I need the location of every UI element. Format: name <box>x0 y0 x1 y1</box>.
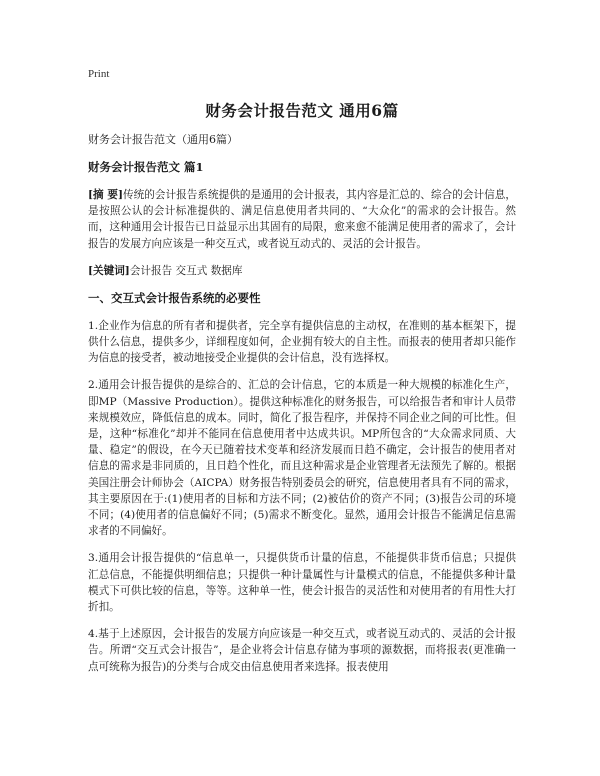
paragraph-1: 1.企业作为信息的所有者和提供者，完全享有提供信息的主动权，在准则的基本框架下，提供什么信息，提供多少，详细程度如何，企业拥有较大的自主性。而报表的使用者却只能作为信息的接受者，被动地接受企业提供的会计信息，没有选择权。 <box>88 319 516 365</box>
abstract-paragraph <box>88 187 516 252</box>
section-heading: 财务会计报告范文 篇1 <box>88 160 204 174</box>
keywords-label: [关键词] <box>88 264 130 277</box>
paragraph-3: 3.通用会计报告提供的“信息单一，只提供货币计量的信息，不能提供非货币信息；只提供汇总信息，不能提供明细信息；只提供一种计量属性与计量模式的信息，不能提供多种计量模式下可供比较的信息，等等。这种单一性，使会计报告的灵活性和对使用者的有用性大打折扣。 <box>88 552 516 614</box>
keywords-text: 会计报告 交互式 数据库 <box>129 264 243 277</box>
abstract-text: 传统的会计报告系统提供的是通用的会计报表，其内容是汇总的、综合的会计信息，是按照公认的会计标准提供的、满足信息使用者共同的、“大众化”的需求的会计报告。然而，这种通用会计报告已日益显示出其固有的局限，愈来愈不能满足使用者的需求了，会计报告的发展方向应该是一种交互式，或者说互动式的、灵活的会计报告。 <box>88 189 516 250</box>
document-subtitle: 财务会计报告范文（通用6篇） <box>88 133 238 146</box>
paragraph-4: 4.基于上述原因，会计报告的发展方向应该是一种交互式，或者说互动式的、灵活的会计报告。所谓“交互式会计报告”，是企业将会计信息存储为事项的源数据，而将报表(更准确一点可统称为报告)的分类与合成交由信息使用者来选择。报表使用 <box>88 628 516 673</box>
document-page <box>88 68 516 686</box>
heading-necessity: 一、交互式会计报告系统的必要性 <box>88 290 261 305</box>
document-title: 财务会计报告范文 通用6篇 <box>205 101 399 120</box>
paragraph-2: 2.通用会计报告提供的是综合的、汇总的会计信息，它的本质是一种大规模的标准化生产，即MP（Massive Production）。提供这种标准化的财务报告，可以给报告者和审计人员带来规模效应，降低信息的成本。同时，简化了报告程序，并保持不同企业之间的可比性。但是，这种“标准化”却并不能同在信息使用者中达成共识。MP所包含的“大众需求同质、大量、稳定”的假设，在今天已随着技术变革和经济发展而日趋不确定，会计报告的使用者对信息的需求是非同质的，且日趋个性化，而且这种需求是企业管理者无法预先了解的。根据美国注册会计师协会（AICPA）财务报告特别委员会的研究，信息使用者具有不同的需求，其主要原因在于:(1)使用者的目标和方法不同；(2)被估价的资产不同；(3)报告公司的环境不同；(4)使用者的信息偏好不同；(5)需求不断变化。显然，通用会计报告不能满足信息需求者的不同偏好。 <box>88 379 516 538</box>
abstract-label: [摘 要] <box>88 189 124 201</box>
keywords-line <box>88 263 516 278</box>
print-label[interactable]: Print <box>88 68 110 80</box>
